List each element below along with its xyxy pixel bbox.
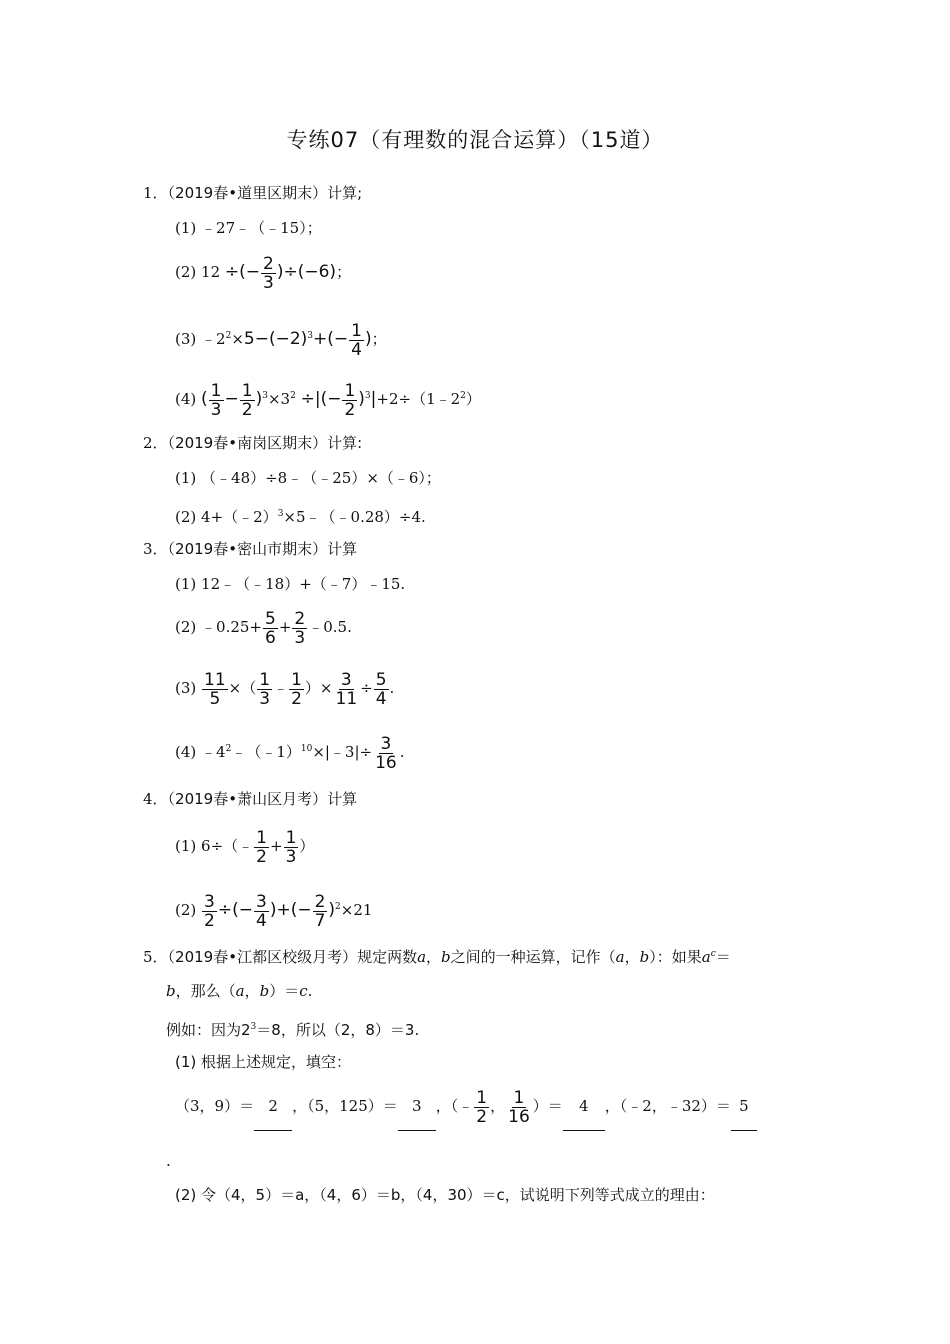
part-label: (2): [175, 263, 197, 281]
expression-text: ﹣: [273, 679, 289, 697]
denominator: 16: [375, 752, 397, 773]
numerator: 5: [265, 608, 276, 629]
q1-part-4: [175, 372, 481, 423]
q2-part-2: [175, 504, 426, 527]
fraction: [292, 610, 307, 647]
numerator: 1: [259, 669, 271, 690]
fraction: [313, 893, 328, 930]
denominator: 2: [256, 846, 267, 867]
fraction: [342, 382, 357, 419]
numerator: 2: [263, 253, 274, 274]
denominator: 2: [241, 399, 253, 420]
question-text: ）：如果: [649, 948, 702, 966]
punctuation: ，: [426, 948, 442, 966]
numerator: 11: [204, 669, 226, 690]
expression-text: ): [358, 389, 365, 409]
example-text: 例如：因为2: [166, 1021, 251, 1039]
expression-text: )+(−: [269, 900, 312, 920]
q2-part-1: [175, 468, 441, 488]
q1-part-3: [175, 312, 387, 363]
expression-text: ，（﹣: [435, 1097, 474, 1115]
denominator: 2: [344, 399, 356, 420]
numerator: 3: [340, 669, 352, 690]
fraction: [202, 893, 217, 930]
numerator: 1: [241, 380, 253, 401]
expression-text: ×: [231, 330, 244, 348]
part-label: (2): [175, 618, 197, 636]
denominator: 5: [209, 688, 221, 709]
numerator: 5: [375, 669, 387, 690]
exponent: 2: [335, 902, 341, 912]
expression-text: ）×: [304, 679, 333, 697]
page-title: 专练07（有理数的混合运算）（15道）: [286, 128, 664, 152]
question-source: （2019春•南岗区期末）计算:: [167, 434, 363, 452]
expression: （﹣48）÷8﹣（﹣25）×（﹣6）；: [201, 469, 441, 487]
question-source: （2019春•江都区校级月考）规定两数: [167, 948, 418, 966]
expression-text: ）: [465, 390, 481, 408]
q5-part-2: (2) 令（4，5）＝a，（4，6）＝b，（4，30）＝c，试说明下列等式成立的理由：: [175, 1186, 715, 1204]
numerator: 1: [210, 380, 222, 401]
part-label: (1): [175, 837, 197, 855]
expression-text: ÷(−: [224, 262, 261, 282]
denominator: 3: [285, 846, 297, 867]
question-source: （2019春•道里区期末）计算;: [167, 184, 363, 202]
expression-text: （3，9）＝: [175, 1097, 255, 1115]
fraction: [284, 829, 299, 866]
part-label: (1): [175, 219, 197, 237]
variable: b: [441, 948, 451, 966]
variable: a: [615, 948, 625, 966]
denominator: 3: [210, 399, 222, 420]
expression: ﹣27﹣（﹣15）；: [201, 219, 322, 237]
exponent: c: [710, 949, 716, 959]
expression-text: (: [201, 389, 208, 409]
expression-text: ÷(−: [217, 900, 253, 920]
part-label: (2): [175, 508, 197, 526]
fraction: [474, 1089, 489, 1126]
expression-text: ): [328, 900, 336, 920]
fraction: [209, 382, 224, 419]
fraction: [263, 610, 278, 647]
denominator: 7: [314, 910, 326, 931]
question-text: 之间的一种运算，记作（: [450, 948, 616, 966]
exponent: 2: [460, 391, 466, 401]
q5-trailing-dot: .: [166, 1152, 171, 1170]
answer-blank: 4: [563, 1082, 605, 1131]
question-number: 4．: [143, 790, 168, 808]
denominator: 3: [263, 272, 274, 293]
expression-text: ，（﹣2，﹣32）＝: [604, 1097, 731, 1115]
punctuation: ，: [490, 1097, 506, 1115]
question-5-heading: [143, 944, 731, 967]
exponent: 2: [225, 331, 232, 341]
question-number: 1．: [143, 184, 168, 202]
exponent: 10: [300, 744, 313, 754]
expression-text: ，（5，125）＝: [292, 1097, 398, 1115]
exponent: 3: [250, 1022, 257, 1032]
q5-part-1: (1) 根据上述规定，填空：: [175, 1053, 352, 1071]
expression-text: ﹣（﹣1）: [231, 743, 301, 761]
q5-fill-blanks: [175, 1082, 757, 1131]
variable: a: [701, 948, 711, 966]
denominator: 3: [259, 688, 271, 709]
numerator: 2: [314, 891, 326, 912]
question-2-heading: [143, 433, 362, 453]
fraction: [202, 671, 228, 708]
numerator: 2: [294, 608, 306, 629]
expression-text: ÷: [360, 679, 373, 697]
expression-text: +: [269, 837, 283, 855]
expression-text: ）＝: [532, 1097, 563, 1115]
expression-text: ；: [371, 330, 387, 348]
numerator: 1: [291, 669, 302, 690]
exponent: 3: [262, 391, 268, 401]
fraction: [254, 893, 269, 930]
question-3-heading: [143, 539, 357, 559]
expression-text: ×5﹣（﹣0.28）÷4.: [283, 508, 426, 526]
q3-part-2: [175, 603, 352, 651]
numerator: 1: [344, 380, 356, 401]
expression-text: ): [255, 389, 263, 409]
question-source: （2019春•密山市期末）计算: [167, 540, 358, 558]
denominator: 11: [335, 688, 358, 709]
numerator: 3: [204, 891, 215, 912]
q4-part-1: [175, 822, 314, 870]
denominator: 3: [294, 627, 306, 648]
q5-example: [166, 1017, 419, 1040]
question-text: ）＝: [269, 982, 300, 1000]
question-text: ，那么（: [175, 982, 236, 1000]
expression-text: 5−(−2): [243, 329, 308, 349]
part-label: (4): [175, 743, 197, 761]
exponent: 2: [225, 744, 232, 754]
exponent: 3: [364, 391, 371, 401]
numerator: 3: [255, 891, 267, 912]
numerator: 1: [351, 320, 362, 341]
expression-text: ﹣2: [201, 330, 226, 348]
question-number: 5．: [143, 948, 168, 966]
q3-part-3: [175, 664, 394, 712]
fraction: [349, 322, 364, 359]
expression-text: 6÷（﹣: [201, 837, 254, 855]
denominator: 4: [255, 910, 267, 931]
expression-text: ÷|(−: [300, 389, 342, 409]
answer-blank: 2: [254, 1082, 292, 1131]
expression-text: 12: [201, 263, 221, 281]
exponent: 3: [307, 331, 314, 341]
expression-text: ）: [299, 837, 315, 855]
variable: b: [259, 982, 270, 1000]
expression-text: |: [370, 389, 377, 409]
expression-text: ×3: [267, 390, 291, 408]
numerator: 1: [256, 827, 267, 848]
expression-text: )÷(−6): [276, 262, 337, 282]
expression-text: +(−: [313, 329, 349, 349]
fraction: [240, 382, 255, 419]
expression-text: ×|﹣3|÷: [312, 743, 373, 761]
q1-part-1: [175, 218, 322, 238]
denominator: 2: [476, 1106, 488, 1127]
answer-blank: 3: [398, 1082, 436, 1131]
part-label: (3): [175, 679, 197, 697]
expression-text: −: [224, 389, 239, 409]
numerator: 1: [513, 1087, 525, 1108]
denominator: 2: [204, 910, 215, 931]
expression-text: 4+（﹣2）: [201, 508, 278, 526]
answer-blank: 5: [731, 1082, 757, 1131]
numerator: 1: [476, 1087, 488, 1108]
expression-text: ；: [336, 263, 352, 281]
question-4-heading: [143, 789, 357, 809]
numerator: 3: [380, 733, 392, 754]
variable: a: [417, 948, 427, 966]
punctuation: ，: [624, 948, 640, 966]
fraction: [261, 255, 276, 292]
q1-part-2: [175, 248, 351, 296]
part-label: (1): [175, 575, 197, 593]
denominator: 4: [351, 339, 362, 360]
question-number: 3．: [143, 540, 168, 558]
denominator: 4: [375, 688, 387, 709]
part-label: (3): [175, 330, 197, 348]
q4-part-2: [175, 883, 372, 934]
expression-text: .: [389, 679, 395, 697]
fraction: [334, 671, 360, 708]
denominator: 16: [508, 1106, 530, 1127]
expression: 12﹣（﹣18）+（﹣7）﹣15.: [201, 575, 406, 593]
expression-text: ×21: [340, 901, 373, 919]
expression-text: ﹣0.25+: [201, 618, 262, 636]
example-text: ＝8，所以（2，8）＝3.: [256, 1021, 420, 1039]
fraction: [506, 1089, 532, 1126]
part-label: (1): [175, 469, 197, 487]
punctuation: ＝: [715, 948, 731, 966]
exponent: 2: [290, 391, 296, 401]
question-number: 2．: [143, 434, 168, 452]
q5-line-2: [166, 981, 312, 1001]
numerator: 1: [285, 827, 297, 848]
punctuation: ，: [244, 982, 260, 1000]
fraction: [373, 735, 399, 772]
question-1-heading: [143, 183, 362, 203]
part-label: (4): [175, 390, 197, 408]
expression-text: .: [399, 743, 405, 761]
question-source: （2019春•萧山区月考）计算: [167, 790, 358, 808]
expression-text: +: [278, 618, 292, 636]
fraction: [257, 671, 272, 708]
part-label: (2): [175, 901, 197, 919]
exponent: 3: [277, 509, 284, 519]
expression-text: +2÷（1﹣2: [376, 390, 461, 408]
denominator: 6: [265, 627, 276, 648]
q3-part-4: [175, 725, 405, 776]
variable: b: [639, 948, 650, 966]
expression-text: ): [364, 329, 372, 349]
denominator: 2: [291, 688, 302, 709]
expression-text: ﹣0.5.: [308, 618, 352, 636]
variable: b: [166, 982, 176, 1000]
punctuation: .: [307, 982, 313, 1000]
fraction: [289, 671, 304, 708]
q3-part-1: [175, 574, 405, 594]
expression-text: ﹣4: [201, 743, 226, 761]
fraction: [374, 671, 389, 708]
expression-text: ×（: [228, 679, 257, 697]
fraction: [254, 829, 269, 866]
variable: a: [235, 982, 245, 1000]
variable: c: [299, 982, 308, 1000]
